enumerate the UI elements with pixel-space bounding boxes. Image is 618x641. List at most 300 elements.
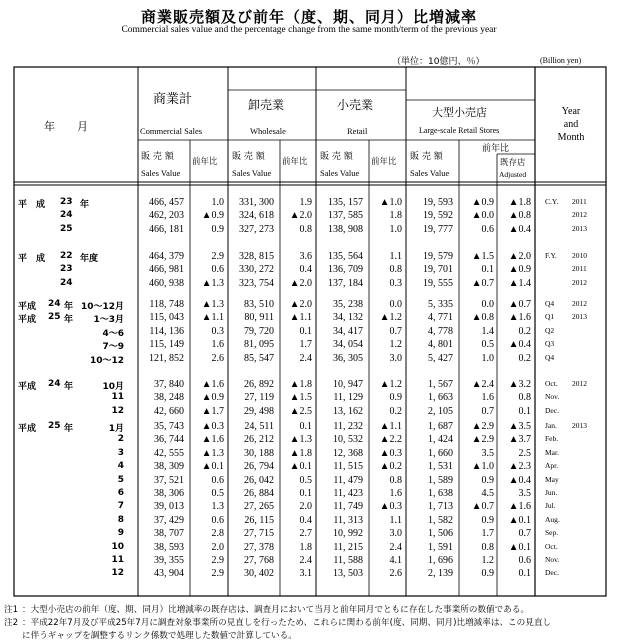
row-period-en: Mar.: [545, 447, 559, 457]
row-month: 2: [117, 434, 124, 445]
row-period-en: C.Y.: [545, 197, 559, 206]
cell-la: ▲0.8: [508, 210, 531, 222]
header-existing-en: Adjusted: [499, 170, 527, 179]
cell-rp: 1.6: [389, 488, 402, 499]
cell-lp: 0.5: [481, 339, 494, 351]
cell-ls: 2, 139: [428, 568, 453, 580]
cell-rp: 1.8: [389, 210, 402, 222]
cell-lp: 0.6: [481, 223, 494, 235]
cell-cs: 38, 306: [154, 488, 184, 499]
cell-la: ▲1.4: [508, 277, 531, 289]
cell-cs: 466, 181: [149, 223, 184, 235]
row-year-suffix: 年: [64, 424, 74, 434]
cell-ws: 29, 498: [244, 405, 274, 417]
cell-rp: ▲0.2: [379, 461, 402, 473]
row-period-en: Jan.: [545, 421, 557, 430]
row-era: 平成: [18, 382, 37, 392]
cell-ws: 83, 510: [244, 299, 274, 310]
cell-cp: ▲0.3: [201, 421, 224, 432]
row-period-en: Jun.: [545, 488, 558, 497]
cell-cs: 38, 707: [154, 528, 184, 540]
cell-ls: 19, 593: [423, 197, 453, 208]
cell-rp: ▲1.2: [379, 379, 402, 390]
cell-rp: 3.0: [389, 352, 402, 364]
row-year-en: 2010: [572, 251, 587, 260]
cell-rp: 4.1: [389, 555, 402, 566]
cell-wp: ▲1.3: [289, 434, 312, 446]
cell-wp: 1.8: [299, 541, 312, 553]
cell-ws: 26, 115: [244, 514, 274, 526]
cell-rs: 34, 417: [333, 325, 363, 337]
cell-ws: 24, 511: [244, 421, 274, 432]
footnote-text: に伴うギャップを調整するリンク係数で処理した数値で計算している。: [22, 631, 297, 641]
cell-ls: 4, 771: [428, 312, 453, 324]
cell-la: 0.2: [518, 325, 531, 337]
cell-cp: ▲1.6: [201, 434, 224, 446]
row-period-en: Q4: [545, 352, 555, 362]
cell-cp: 0.6: [211, 514, 224, 526]
cell-ws: 26, 884: [244, 488, 274, 499]
footnote-tag: 注1: [4, 605, 19, 615]
cell-rp: 1.0: [389, 223, 402, 235]
cell-wp: 0.1: [299, 325, 312, 337]
header-yoy-retail: 前年比: [371, 157, 397, 167]
cell-rs: 11, 588: [333, 555, 363, 566]
cell-ws: 85, 547: [244, 352, 274, 364]
cell-wp: 0.5: [299, 474, 312, 486]
row-era: 平成: [18, 302, 37, 312]
cell-cp: 2.9: [211, 251, 224, 262]
cell-ls: 5, 427: [428, 352, 453, 364]
row-year-en: 2012: [572, 210, 587, 220]
cell-wp: ▲2.0: [289, 210, 312, 222]
row-year-suffix: 年: [80, 200, 90, 210]
cell-ws: 331, 300: [239, 197, 274, 208]
cell-rs: 135, 157: [328, 197, 363, 208]
cell-cp: ▲0.9: [201, 392, 224, 404]
cell-ls: 1, 582: [428, 514, 453, 526]
cell-ls: 1, 506: [428, 528, 453, 540]
row-year-en: 2011: [572, 264, 587, 274]
row-period-en: Sep.: [545, 528, 559, 538]
cell-wp: 2.7: [299, 528, 312, 540]
cell-la: ▲0.7: [508, 299, 531, 310]
header-year-month: 年 月: [44, 120, 88, 133]
cell-lp: 1.0: [481, 352, 494, 364]
footnote-tag: 注2: [4, 618, 19, 628]
row-month: 8: [117, 514, 124, 525]
cell-rs: 11, 479: [333, 474, 363, 486]
row-period-en: Dec.: [545, 405, 559, 415]
cell-la: 2.5: [518, 447, 531, 459]
cell-lp: 3.5: [481, 447, 494, 459]
cell-cp: ▲1.3: [201, 447, 224, 459]
cell-ws: 26, 892: [244, 379, 274, 390]
cell-cs: 114, 136: [149, 325, 184, 337]
cell-cs: 115, 149: [149, 339, 184, 351]
cell-rp: ▲1.0: [379, 197, 402, 208]
row-period-en: Jul.: [545, 501, 556, 511]
cell-cp: 2.0: [211, 541, 224, 553]
cell-cs: 466, 457: [149, 197, 184, 208]
cell-cs: 462, 203: [149, 210, 184, 222]
cell-lp: 0.9: [481, 474, 494, 486]
cell-cp: 1.0: [211, 197, 224, 208]
cell-ls: 4, 801: [428, 339, 453, 351]
cell-lp: 0.8: [481, 541, 494, 553]
cell-ls: 1, 663: [428, 392, 453, 404]
header-sales-commercial-en: Sales Value: [141, 168, 181, 178]
cell-cs: 37, 521: [154, 474, 184, 486]
cell-rs: 11, 313: [333, 514, 363, 526]
cell-cs: 37, 429: [154, 514, 184, 526]
cell-ls: 1, 567: [428, 379, 453, 390]
row-year-en: 2013: [572, 421, 587, 430]
row-period-en: Aug.: [545, 514, 560, 524]
cell-rs: 13, 162: [333, 405, 363, 417]
row-year: 23: [60, 264, 73, 275]
cell-wp: ▲2.0: [289, 277, 312, 289]
cell-rs: 34, 132: [333, 312, 363, 324]
row-month: 1月: [108, 424, 124, 434]
row-era: 平 成: [18, 200, 46, 210]
row-period-en: Nov.: [545, 392, 560, 402]
cell-rs: 137, 184: [328, 277, 363, 289]
cell-ws: 324, 618: [239, 210, 274, 222]
cell-lp: ▲0.7: [471, 277, 494, 289]
cell-cs: 38, 309: [154, 461, 184, 473]
cell-wp: 0.1: [299, 421, 312, 432]
cell-ls: 4, 778: [428, 325, 453, 337]
row-year-en: 2013: [572, 223, 587, 233]
cell-ws: 80, 911: [244, 312, 274, 324]
row-year: 24: [60, 277, 73, 288]
row-era: 平 成: [18, 254, 46, 264]
cell-wp: 2.4: [299, 555, 312, 566]
row-year: 23: [60, 197, 73, 207]
cell-cp: ▲1.3: [201, 277, 224, 289]
row-month: 7: [117, 501, 124, 512]
cell-lp: ▲0.0: [471, 210, 494, 222]
row-year-suffix: 年: [64, 302, 74, 312]
footnote-text: ：大型小売店の前年（度、期、同月）比増減率の既存店は、調査月において当月と前年同月でともに存在した事業所の数値である。: [22, 605, 530, 615]
row-month: 4: [117, 461, 124, 472]
row-month: 12: [111, 568, 124, 579]
cell-wp: 2.4: [299, 352, 312, 364]
cell-ls: 19, 701: [423, 264, 453, 276]
cell-la: ▲1.6: [508, 501, 531, 513]
cell-ls: 1, 687: [428, 421, 453, 432]
cell-cp: 0.5: [211, 488, 224, 499]
row-month: 1～3月: [93, 315, 124, 326]
cell-rs: 11, 423: [333, 488, 363, 499]
cell-la: 0.6: [518, 555, 531, 566]
header-large-en: Large-scale Retail Stores: [419, 126, 500, 135]
row-month: 10月: [102, 382, 124, 392]
cell-rs: 11, 129: [333, 392, 363, 404]
cell-cs: 42, 660: [154, 405, 184, 417]
cell-wp: ▲2.0: [289, 299, 312, 310]
cell-wp: 3.1: [299, 568, 312, 580]
header-sales-retail-en: Sales Value: [320, 168, 360, 178]
cell-cs: 38, 248: [154, 392, 184, 404]
cell-rs: 12, 368: [333, 447, 363, 459]
cell-ws: 27, 265: [244, 501, 274, 513]
cell-cs: 36, 744: [154, 434, 184, 446]
cell-ls: 1, 713: [428, 501, 453, 513]
row-month: 11: [111, 555, 124, 565]
header-sales-commercial: 販 売 額: [141, 152, 174, 162]
cell-cp: 0.9: [211, 223, 224, 235]
row-year-suffix: 年度: [80, 254, 99, 264]
cell-cp: 2.8: [211, 528, 224, 540]
row-month: 4～6: [102, 328, 124, 339]
cell-rp: 2.4: [389, 541, 402, 553]
cell-ls: 5, 335: [428, 299, 453, 310]
cell-rs: 135, 564: [328, 251, 363, 262]
cell-wp: ▲1.8: [289, 447, 312, 459]
cell-ws: 330, 272: [239, 264, 274, 276]
row-month: 3: [117, 447, 124, 458]
row-period-en: Nov.: [545, 555, 560, 564]
cell-ws: 27, 768: [244, 555, 274, 566]
cell-ls: 19, 592: [423, 210, 453, 222]
cell-ws: 27, 378: [244, 541, 274, 553]
cell-rp: 1.2: [389, 339, 402, 351]
cell-lp: 0.9: [481, 568, 494, 580]
header-sales-wholesale: 販 売 額: [232, 152, 265, 162]
cell-la: 0.7: [518, 528, 531, 540]
cell-wp: ▲0.1: [289, 461, 312, 473]
cell-rs: 11, 749: [333, 501, 363, 513]
cell-cs: 35, 743: [154, 421, 184, 432]
cell-ls: 19, 579: [423, 251, 453, 262]
header-yoy-wholesale: 前年比: [282, 157, 308, 167]
cell-cs: 43, 904: [154, 568, 184, 580]
row-month: 11: [111, 392, 124, 403]
cell-ws: 27, 119: [244, 392, 274, 404]
cell-la: 0.2: [518, 352, 531, 364]
cell-la: ▲0.1: [508, 541, 531, 553]
cell-lp: 1.7: [481, 528, 494, 540]
header-sales-wholesale-en: Sales Value: [232, 168, 272, 178]
cell-ls: 1, 638: [428, 488, 453, 499]
row-month: 9: [117, 528, 124, 539]
header-sales-large: 販 売 額: [410, 152, 443, 162]
cell-rp: 0.9: [389, 392, 402, 404]
cell-cs: 121, 852: [149, 352, 184, 364]
cell-wp: 3.6: [299, 251, 312, 262]
header-retail: 小売業: [337, 98, 374, 112]
cell-rs: 11, 515: [333, 461, 363, 473]
cell-lp: 1.6: [481, 392, 494, 404]
cell-rp: 0.2: [389, 405, 402, 417]
row-period-en: Feb.: [545, 434, 559, 444]
cell-cs: 38, 593: [154, 541, 184, 553]
header-retail-en: Retail: [347, 126, 368, 136]
cell-wp: 1.7: [299, 339, 312, 351]
row-period-en: Dec.: [545, 568, 559, 578]
cell-la: ▲0.4: [508, 339, 531, 351]
cell-ls: 1, 531: [428, 461, 453, 473]
row-period-en: May: [545, 474, 559, 484]
row-period-en: Q4: [545, 299, 555, 308]
cell-ls: 19, 555: [423, 277, 453, 289]
cell-la: ▲3.5: [508, 421, 531, 432]
cell-lp: ▲2.4: [471, 379, 494, 390]
cell-ls: 1, 589: [428, 474, 453, 486]
header-sales-retail: 販 売 額: [320, 152, 353, 162]
header-commercial-en: Commercial Sales: [140, 126, 203, 136]
header-existing: 既存店: [500, 158, 526, 168]
row-year: 24: [60, 210, 73, 221]
cell-la: 3.5: [518, 488, 531, 499]
cell-rs: 10, 532: [333, 434, 363, 446]
cell-la: 0.1: [518, 568, 531, 580]
cell-cp: 2.6: [211, 352, 224, 364]
cell-lp: ▲0.8: [471, 312, 494, 324]
cell-wp: ▲2.5: [289, 405, 312, 417]
cell-ws: 81, 095: [244, 339, 274, 351]
cell-lp: ▲2.9: [471, 434, 494, 446]
cell-lp: 0.7: [481, 405, 494, 417]
cell-la: 0.1: [518, 405, 531, 417]
footnote-text: ：平成22年7月及び平成25年7月に調査対象事業所の見直しを行ったため、これらに関わる前年(度、同期、同月)比増減率は、この見直し: [22, 618, 552, 628]
cell-la: ▲2.0: [508, 251, 531, 262]
cell-wp: 2.0: [299, 501, 312, 513]
cell-lp: 4.5: [481, 488, 494, 499]
cell-cs: 460, 938: [149, 277, 184, 289]
cell-rs: 10, 947: [333, 379, 363, 390]
cell-cp: ▲0.1: [201, 461, 224, 473]
cell-cp: 1.3: [211, 501, 224, 513]
row-period-en: Q1: [545, 312, 555, 322]
row-year-suffix: 年: [64, 315, 74, 326]
cell-rs: 136, 709: [328, 264, 363, 276]
cell-rs: 11, 215: [333, 541, 363, 553]
row-year: 22: [60, 251, 73, 261]
cell-la: 0.8: [518, 392, 531, 404]
cell-cs: 466, 981: [149, 264, 184, 276]
cell-rp: 0.8: [389, 474, 402, 486]
cell-cp: ▲1.3: [201, 299, 224, 310]
page-subtitle: Commercial sales value and the percentage change from the same month/term of the previous year: [121, 25, 497, 35]
unit-label-jp: （単位：10億円、％）: [392, 57, 485, 67]
cell-rs: 34, 054: [333, 339, 363, 351]
cell-cp: ▲1.1: [201, 312, 224, 324]
cell-rp: ▲0.3: [379, 501, 402, 513]
cell-la: ▲1.8: [508, 197, 531, 208]
cell-lp: 1.2: [481, 555, 494, 566]
cell-rp: 0.0: [389, 299, 402, 310]
cell-wp: ▲1.1: [289, 312, 312, 324]
cell-wp: 0.4: [299, 264, 312, 276]
cell-rp: 0.8: [389, 264, 402, 276]
cell-lp: ▲1.0: [471, 461, 494, 473]
cell-ls: 1, 424: [428, 434, 453, 446]
cell-cp: 2.9: [211, 555, 224, 566]
cell-rp: ▲2.2: [379, 434, 402, 446]
header-yoy-commercial: 前年比: [192, 157, 218, 167]
cell-cp: ▲0.9: [201, 210, 224, 222]
page-title: 商業販売額及び前年（度、期、同月）比増減率: [140, 8, 477, 26]
row-year: 24: [48, 379, 61, 389]
cell-ws: 26, 042: [244, 474, 274, 486]
row-month: 10～12: [89, 355, 124, 366]
row-year-en: 2012: [572, 277, 587, 287]
row-year-suffix: 年: [64, 382, 74, 392]
row-month: 10～12月: [80, 302, 124, 312]
cell-ls: 1, 591: [428, 541, 453, 553]
row-year: 25: [48, 312, 61, 323]
header-wholesale: 卸売業: [248, 98, 285, 112]
cell-ls: 1, 660: [428, 447, 453, 459]
cell-rp: 0.3: [389, 277, 402, 289]
row-period-en: F.Y.: [545, 251, 557, 260]
cell-ws: 26, 794: [244, 461, 274, 473]
row-year-en: 2011: [572, 197, 587, 206]
row-month: 12: [111, 405, 124, 416]
cell-lp: 0.9: [481, 514, 494, 526]
cell-la: ▲0.4: [508, 474, 531, 486]
cell-la: ▲0.4: [508, 223, 531, 235]
cell-cs: 464, 379: [149, 251, 184, 262]
header-wholesale-en: Wholesale: [250, 126, 286, 136]
cell-rp: 1.1: [389, 251, 402, 262]
row-month: 6: [117, 488, 124, 498]
cell-cp: 0.3: [211, 325, 224, 337]
cell-cp: ▲1.6: [201, 379, 224, 390]
cell-rp: 2.6: [389, 568, 402, 580]
cell-lp: ▲2.9: [471, 421, 494, 432]
cell-ws: 26, 212: [244, 434, 274, 446]
cell-ls: 1, 696: [428, 555, 453, 566]
row-period-en: Oct.: [545, 379, 558, 388]
cell-la: ▲3.2: [508, 379, 531, 390]
cell-ws: 327, 273: [239, 223, 274, 235]
cell-lp: ▲1.5: [471, 251, 494, 262]
cell-la: ▲3.7: [508, 434, 531, 446]
row-year: 25: [48, 421, 61, 431]
cell-rs: 35, 238: [333, 299, 363, 310]
row-period-en: Apr.: [545, 461, 559, 471]
cell-rs: 36, 305: [333, 352, 363, 364]
row-era: 平成: [18, 315, 37, 326]
cell-rs: 137, 585: [328, 210, 363, 222]
cell-ws: 328, 815: [239, 251, 274, 262]
cell-rp: ▲1.1: [379, 421, 402, 432]
cell-rs: 13, 503: [333, 568, 363, 580]
cell-ls: 19, 777: [423, 223, 453, 235]
cell-wp: 0.4: [299, 514, 312, 526]
cell-rp: 1.1: [389, 514, 402, 526]
cell-rp: ▲1.2: [379, 312, 402, 324]
cell-rp: 3.0: [389, 528, 402, 540]
header-yoy-large: 前年比: [482, 144, 510, 154]
unit-label-en: (Billion yen): [540, 56, 582, 65]
cell-cs: 115, 043: [149, 312, 184, 324]
header-large: 大型小売店: [432, 106, 487, 119]
cell-rs: 11, 232: [333, 421, 363, 432]
cell-la: ▲2.3: [508, 461, 531, 473]
row-year: 25: [60, 223, 73, 234]
cell-cp: 1.6: [211, 339, 224, 351]
cell-ws: 79, 720: [244, 325, 274, 337]
cell-ls: 2, 105: [428, 405, 453, 417]
row-month: 10: [111, 541, 124, 552]
cell-wp: 0.8: [299, 223, 312, 235]
cell-cp: 2.9: [211, 568, 224, 580]
